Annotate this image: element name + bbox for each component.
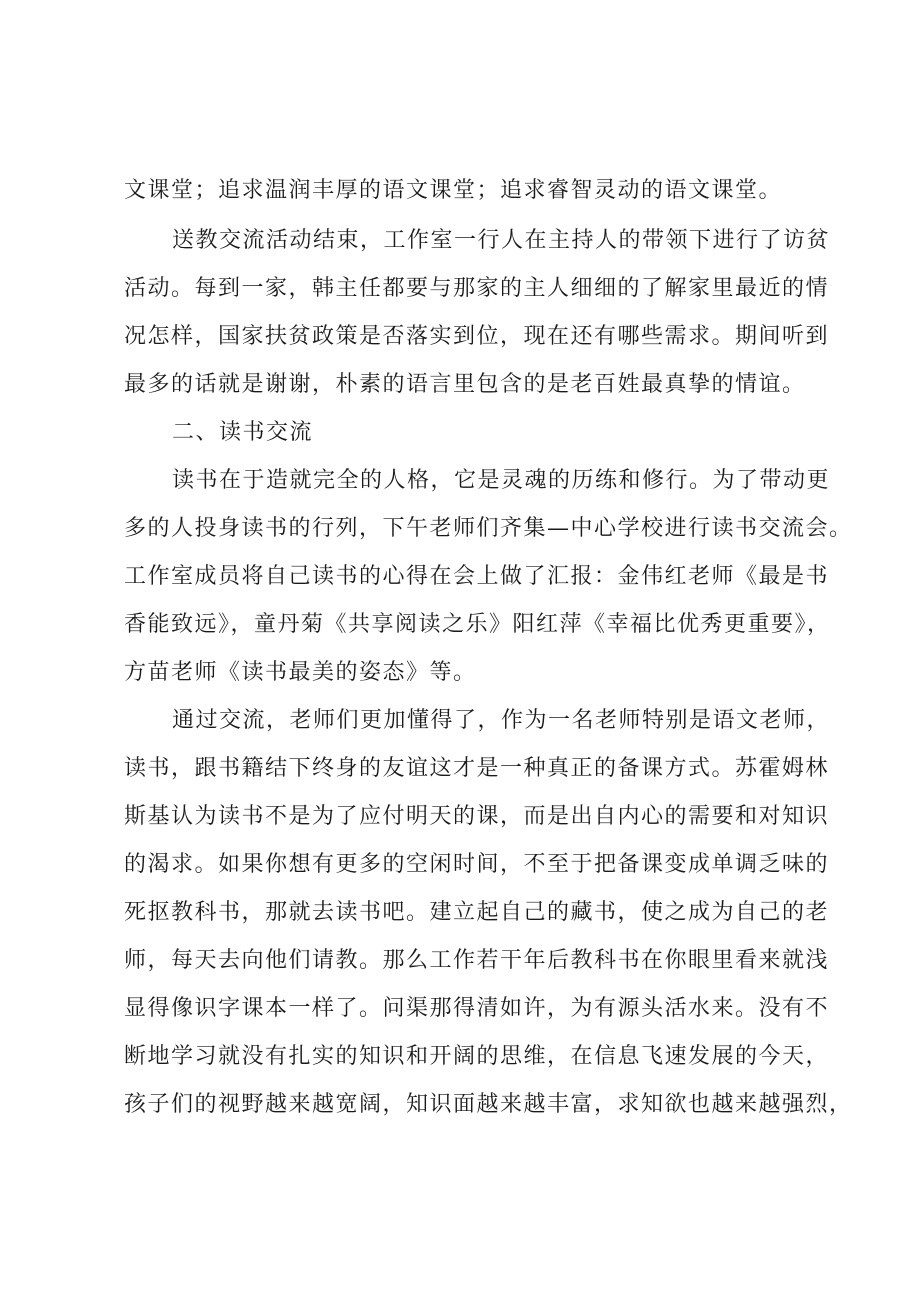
text-line: 最多的话就是谢谢，朴素的语言里包含的是老百姓最真挚的情谊。 bbox=[124, 372, 806, 397]
text-line: 显得像识字课本一样了。问渠那得清如许，为有源头活水来。没有不 bbox=[124, 996, 830, 1021]
text-line: 香能致远》，童丹菊《共享阅读之乐》阳红萍《幸福比优秀更重要》， bbox=[124, 612, 831, 637]
text-line: 况怎样，国家扶贫政策是否落实到位，现在还有哪些需求。期间听到 bbox=[124, 324, 830, 349]
text-line: 师，每天去向他们请教。那么工作若干年后教科书在你眼里看来就浅 bbox=[124, 948, 830, 973]
text-line: 孩子们的视野越来越宽阔，知识面越来越丰富，求知欲也越来越强烈， bbox=[124, 1092, 853, 1117]
text-line: 活动。每到一家，韩主任都要与那家的主人细细的了解家里最近的情 bbox=[124, 276, 830, 301]
text-line: 的渴求。如果你想有更多的空闲时间，不至于把备课变成单调乏味的 bbox=[124, 852, 830, 877]
text-line: 工作室成员将自己读书的心得在会上做了汇报：金伟红老师《最是书 bbox=[124, 564, 830, 589]
text-line: 死抠教科书，那就去读书吧。建立起自己的藏书，使之成为自己的老 bbox=[124, 900, 830, 925]
text-line: 读书，跟书籍结下终身的友谊这才是一种真正的备课方式。苏霍姆林 bbox=[124, 756, 830, 781]
text-line: 方苗老师《读书最美的姿态》等。 bbox=[124, 660, 477, 685]
paragraph-start-line: 通过交流，老师们更加懂得了，作为一名老师特别是语文老师， bbox=[172, 708, 831, 733]
paragraph-start-line: 读书在于造就完全的人格，它是灵魂的历练和修行。为了带动更 bbox=[172, 468, 831, 493]
text-line: 文课堂；追求温润丰厚的语文课堂；追求睿智灵动的语文课堂。 bbox=[124, 178, 783, 203]
text-line: 斯基认为读书不是为了应付明天的课，而是出自内心的需要和对知识 bbox=[124, 804, 830, 829]
paragraph-start-line: 送教交流活动结束，工作室一行人在主持人的带领下进行了访贫 bbox=[172, 228, 831, 253]
text-line: 多的人投身读书的行列，下午老师们齐集—中心学校进行读书交流会。 bbox=[124, 516, 853, 541]
text-line: 断地学习就没有扎实的知识和开阔的思维，在信息飞速发展的今天， bbox=[124, 1044, 830, 1069]
section-heading: 二、读书交流 bbox=[172, 420, 314, 445]
